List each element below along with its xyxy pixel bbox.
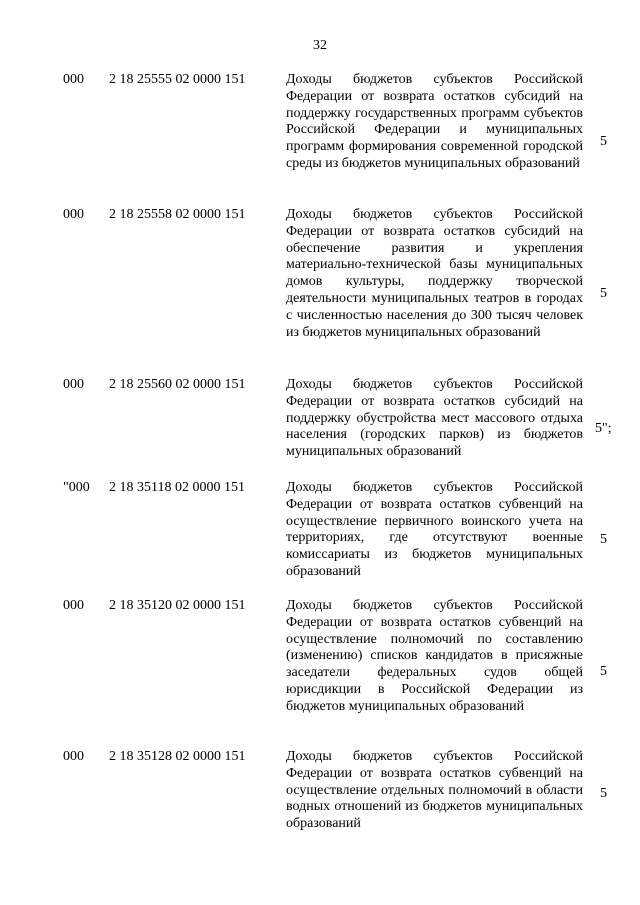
row-kbk: 2 18 25558 02 0000 151 (109, 207, 246, 222)
row-rate: 5 (600, 786, 607, 801)
row-rate: 5 (600, 134, 607, 149)
row-code: 000 (63, 207, 84, 222)
row-rate: 5 (600, 664, 607, 679)
row-code: 000 (63, 598, 84, 613)
row-code: "000 (63, 480, 90, 495)
row-kbk: 2 18 25560 02 0000 151 (109, 377, 246, 392)
row-rate: 5 (600, 286, 607, 301)
row-kbk: 2 18 35128 02 0000 151 (109, 749, 246, 764)
row-kbk: 2 18 35120 02 0000 151 (109, 598, 246, 613)
row-name: Доходы бюджетов субъектов Российской Федерации от возврата остатков субвенций на осуществление первичного воинского учета на территориях, где отсутствуют военные комиссариаты из бюджетов муниципальных образований (286, 480, 583, 579)
row-name: Доходы бюджетов субъектов Российской Федерации от возврата остатков субсидий на поддержку обустройства мест массового отдыха населения (городских парков) из бюджетов муниципальных образований (286, 377, 583, 460)
row-code: 000 (63, 749, 84, 764)
row-rate: 5"; (595, 421, 612, 436)
row-name: Доходы бюджетов субъектов Российской Федерации от возврата остатков субвенций на осуществление отдельных полномочий в области водных отношений из бюджетов муниципальных образований (286, 749, 583, 832)
row-kbk: 2 18 35118 02 0000 151 (109, 480, 245, 495)
row-name: Доходы бюджетов субъектов Российской Федерации от возврата остатков субвенций на осуществление полномочий по составлению (изменению) списков кандидатов в присяжные заседатели федеральных судов общей юрисдикции в Российской Федерации из бюджетов муниципальных образований (286, 598, 583, 714)
row-kbk: 2 18 25555 02 0000 151 (109, 72, 246, 87)
row-name: Доходы бюджетов субъектов Российской Федерации от возврата остатков субсидий на поддержку государственных программ субъектов Российской Федерации и муниципальных программ формирования современной городской среды из бюджетов муниципальных образований (286, 72, 583, 171)
page-number: 32 (313, 38, 327, 53)
row-code: 000 (63, 72, 84, 87)
row-rate: 5 (600, 532, 607, 547)
row-name: Доходы бюджетов субъектов Российской Федерации от возврата остатков субсидий на обеспечение развития и укрепления материально-технической базы муниципальных домов культуры, поддержку творческой деятельности муниципальных театров в городах с численностью населения до 300 тысяч человек из бюджетов муниципальных образований (286, 207, 583, 340)
row-code: 000 (63, 377, 84, 392)
